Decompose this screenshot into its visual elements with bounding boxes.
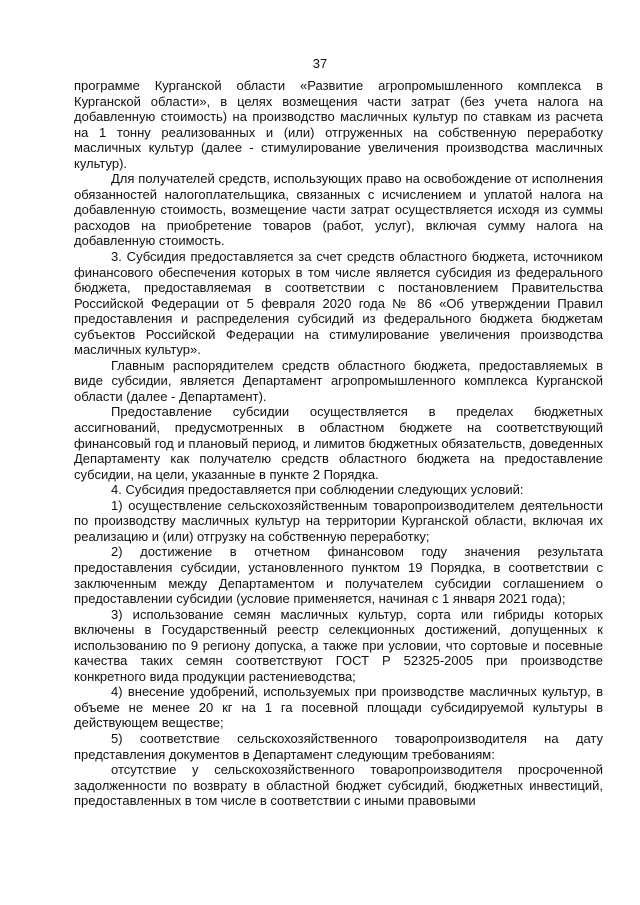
paragraph-no-debt-requirement: отсутствие у сельскохозяйственного товаропроизводителя просроченной задолженности по возврату в областной бюджет субсидий, бюджетных инвестиций, предоставленных в том числе в соответствии с иными правовыми: [74, 762, 603, 809]
list-item-condition-1: 1) осуществление сельскохозяйственным товаропроизводителем деятельности по производству масличных культур на территории Курганской области, включая их реализацию и (или) отгрузку на собственную переработку;: [74, 497, 603, 544]
paragraph-main-distributor: Главным распорядителем средств областного бюджета, предоставляемых в виде субсидии, является Департамент агропромышленного комплекса Курганской области (далее - Департамент).: [74, 357, 603, 404]
list-item-condition-2: 2) достижение в отчетном финансовом году значения результата предоставления субсидии, установленного пунктом 19 Порядка, в соответствии с заключенным между Департаментом и получателем субсидии соглашением о предоставлении субсидии (условие применяется, начиная с 1 января 2021 года);: [74, 544, 603, 607]
paragraph-budget-limits: Предоставление субсидии осуществляется в пределах бюджетных ассигнований, предусмотренных в областном бюджете на соответствующий финансовый год и плановый период, и лимитов бюджетных обязательств, доведенных Департаменту как получателю средств областного бюджета на предоставление субсидии, на цели, указанные в пункте 2 Порядка.: [74, 404, 603, 482]
paragraph-item-3-funding-source: 3. Субсидия предоставляется за счет средств областного бюджета, источником финансового обеспечения которых в том числе является субсидия из федерального бюджета, предоставляемая в соответствии с постановлением Правительства Российской Федерации от 5 февраля 2020 года № 86 «Об утверждении Правил предоставления и распределения субсидий из федерального бюджета бюджетам субъектов Российской Федерации на стимулирование увеличения производства масличных культур».: [74, 249, 603, 358]
document-body: [74, 78, 603, 809]
paragraph-vat-exemption: Для получателей средств, использующих право на освобождение от исполнения обязанностей налогоплательщика, связанных с исчислением и уплатой налога на добавленную стоимость, возмещение части затрат осуществляется исходя из суммы расходов на приобретение товаров (работ, услуг), включая сумму налога на добавленную стоимость.: [74, 171, 603, 249]
paragraph-item-4-conditions: 4. Субсидия предоставляется при соблюдении следующих условий:: [111, 482, 524, 498]
list-item-condition-5: 5) соответствие сельскохозяйственного товаропроизводителя на дату представления документов в Департамент следующим требованиям:: [74, 730, 603, 762]
page-number: 37: [312, 56, 328, 71]
list-item-condition-3: 3) использование семян масличных культур, сорта или гибриды которых включены в Государственный реестр селекционных достижений, допущенных к использованию по 9 региону допуска, а также при условии, что сортовые и посевные качества таких семян соответствуют ГОСТ Р 52325-2005 при производстве конкретного вида продукции растениеводства;: [74, 606, 603, 684]
list-item-condition-4: 4) внесение удобрений, используемых при производстве масличных культур, в объеме не менее 20 кг на 1 га посевной площади субсидируемой культуры в действующем веществе;: [74, 684, 603, 731]
paragraph-intro-continuation: программе Курганской области «Развитие агропромышленного комплекса в Курганской области», в целях возмещения части затрат (без учета налога на добавленную стоимость) на производство масличных культур по ставкам из расчета на 1 тонну реализованных и (или) отгруженных на собственную переработку масличных культур (далее - стимулирование увеличения производства масличных культур).: [74, 78, 603, 171]
